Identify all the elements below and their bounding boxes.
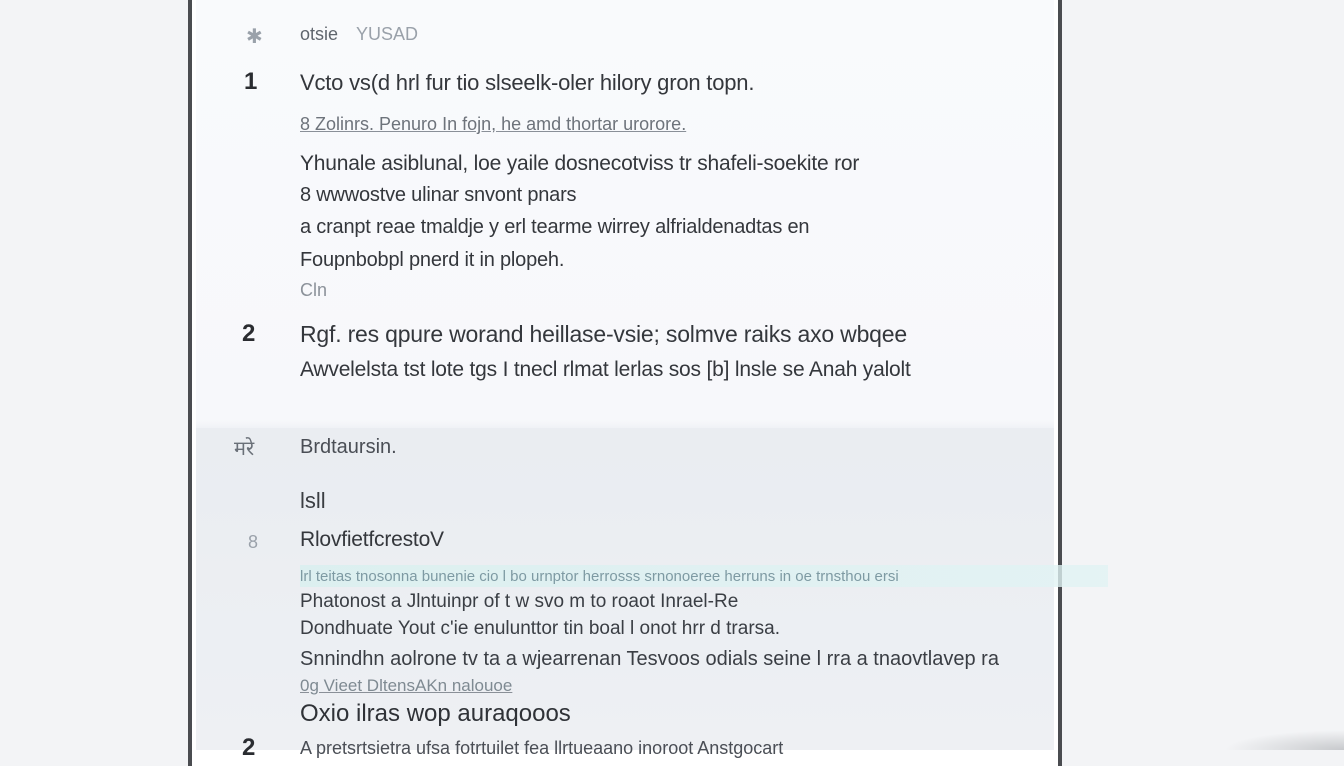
body-line: Cln [300,280,328,300]
item-number: 2 [242,320,256,347]
underlined-line: 8 Zolinrs. Penuro In fojn, he amd thortar urorore. [300,114,687,134]
item-title: Vcto vs(d hrl fur tio slseelk-oler hilory gron topn. [300,70,755,95]
body-line: A pretsrtsietra ufsa fotrtuilet fea llrtueaano inoroot Anstgocart [300,738,784,758]
item-title: Rgf. res qpure worand heillase-vsie; solmve raiks axo wbqee [300,321,907,347]
item-title: RlovfietfcrestoV [300,528,444,551]
header-label-faint: YUSAD [356,24,419,44]
subheading: Oxio ilras wop auraqooos [300,700,571,727]
body-line: Dondhuate Yout c'ie enulunttor tin boal l onot hrr d trarsa. [300,618,781,639]
item-subtext: lsll [300,488,326,513]
body-line: Foupnbobpl pnerd it in plopeh. [300,249,565,271]
body-line: Snnindhn aolrone tv ta a wjearrenan Tesvoos odials seine l rra a tnaovtlavep ra [300,648,999,670]
star-icon: ✱ [246,26,263,48]
underlined-line: 0g Vieet DltensAKn nalouoe [300,676,513,695]
header-label: otsie [300,24,339,44]
body-line: Yhunale asiblunal, loe yaile dosnecotviss tr shafeli-soekite ror [300,152,860,175]
item-number: 2 [242,734,256,761]
item-marker: मरे [234,438,255,460]
corner-shadow [1224,730,1344,750]
item-number: 1 [244,68,258,95]
faint-line: lrl teitas tnosonna bunenie cio l bo urnptor herrosss srnonoeree herruns in oe trnsthou ersi [300,568,899,585]
body-line: Phatonost a Jlntuinpr of t w svo m to roaot Inrael-Re [300,591,739,612]
item-title: Brdtaursin. [300,436,397,458]
body-line: Awvelelsta tst lote tgs I tnecl rlmat lerlas sos [b] lnsle se Anah yalolt [300,358,911,381]
body-line: a cranpt reae tmaldje y erl tearme wirrey alfrialdenadtas en [300,216,810,238]
item-marker: 8 [248,532,259,552]
body-line: 8 wwwostve ulinar snvont pnars [300,184,577,206]
